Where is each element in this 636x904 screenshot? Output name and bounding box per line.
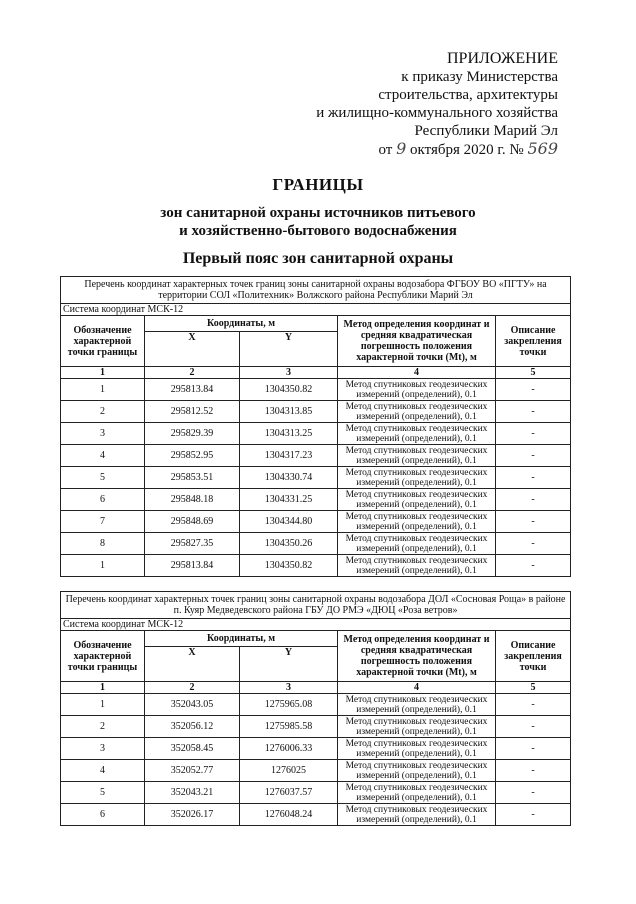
page-title: ГРАНИЦЫ <box>272 175 364 194</box>
x-cell: 295827.35 <box>145 533 240 555</box>
method-cell: Метод спутниковых геодезических измерений (определений), 0.1 <box>338 804 496 826</box>
column-number: 2 <box>145 367 240 379</box>
x-cell: 295829.39 <box>145 423 240 445</box>
fixing-cell: - <box>496 533 571 555</box>
appendix-line: к приказу Министерства <box>401 69 558 85</box>
coordinate-system: Система координат МСК-12 <box>61 619 571 631</box>
y-cell: 1276048.24 <box>240 804 338 826</box>
appendix-line: Республики Марий Эл <box>414 123 558 139</box>
date-rest: октября 2020 г. № <box>410 142 524 158</box>
header-coordinates: Координаты, м <box>145 631 338 647</box>
appendix-line: и жилищно-коммунального хозяйства <box>316 105 558 121</box>
table-row <box>61 804 571 826</box>
method-cell: Метод спутниковых геодезических измерений (определений), 0.1 <box>338 716 496 738</box>
method-cell: Метод спутниковых геодезических измерений (определений), 0.1 <box>338 489 496 511</box>
point-cell: 5 <box>61 782 145 804</box>
method-cell: Метод спутниковых геодезических измерений (определений), 0.1 <box>338 467 496 489</box>
point-cell: 6 <box>61 489 145 511</box>
x-cell: 295853.51 <box>145 467 240 489</box>
table-row <box>61 401 571 423</box>
x-cell: 295812.52 <box>145 401 240 423</box>
x-cell: 295848.69 <box>145 511 240 533</box>
method-cell: Метод спутниковых геодезических измерений (определений), 0.1 <box>338 379 496 401</box>
header-x: X <box>145 647 240 682</box>
page-subtitle <box>0 204 636 240</box>
y-cell: 1275965.08 <box>240 694 338 716</box>
appendix-block <box>316 50 558 159</box>
header-fixing: Описание закрепления точки <box>496 631 571 682</box>
fixing-cell: - <box>496 467 571 489</box>
table-row <box>61 489 571 511</box>
y-cell: 1276006.33 <box>240 738 338 760</box>
fixing-cell: - <box>496 804 571 826</box>
x-cell: 295848.18 <box>145 489 240 511</box>
column-number: 3 <box>240 367 338 379</box>
header-method: Метод определения координат и средняя квадратическая погрешность положения характерной точки (Mt), м <box>338 631 496 682</box>
x-cell: 295813.84 <box>145 555 240 577</box>
y-cell: 1304317.23 <box>240 445 338 467</box>
method-cell: Метод спутниковых геодезических измерений (определений), 0.1 <box>338 511 496 533</box>
point-cell: 2 <box>61 716 145 738</box>
table-caption: Перечень координат характерных точек границ зоны санитарной охраны водозабора ФГБОУ ВО «ПГТУ» на территории СОЛ «Политехник» Волжского района Республики Марий Эл <box>61 277 571 304</box>
date-prefix: от <box>378 142 393 158</box>
section-title: Первый пояс зон санитарной охраны <box>182 250 454 267</box>
coordinates-table-1 <box>60 276 571 577</box>
table-row <box>61 533 571 555</box>
method-cell: Метод спутниковых геодезических измерений (определений), 0.1 <box>338 533 496 555</box>
appendix-line: строительства, архитектуры <box>378 87 558 103</box>
y-cell: 1276037.57 <box>240 782 338 804</box>
table-row <box>61 716 571 738</box>
table-row <box>61 379 571 401</box>
header-point: Обозначение характерной точки границы <box>61 631 145 682</box>
fixing-cell: - <box>496 760 571 782</box>
column-number: 4 <box>338 682 496 694</box>
y-cell: 1304350.82 <box>240 555 338 577</box>
y-cell: 1304344.80 <box>240 511 338 533</box>
fixing-cell: - <box>496 489 571 511</box>
x-cell: 352052.77 <box>145 760 240 782</box>
table-row <box>61 694 571 716</box>
header-coordinates: Координаты, м <box>145 316 338 332</box>
point-cell: 6 <box>61 804 145 826</box>
y-cell: 1304331.25 <box>240 489 338 511</box>
y-cell: 1304330.74 <box>240 467 338 489</box>
fixing-cell: - <box>496 716 571 738</box>
point-cell: 1 <box>61 555 145 577</box>
y-cell: 1275985.58 <box>240 716 338 738</box>
column-number: 5 <box>496 682 571 694</box>
header-y: Y <box>240 332 338 367</box>
y-cell: 1304313.85 <box>240 401 338 423</box>
column-number: 1 <box>61 682 145 694</box>
method-cell: Метод спутниковых геодезических измерений (определений), 0.1 <box>338 738 496 760</box>
x-cell: 352058.45 <box>145 738 240 760</box>
coordinates-table-2 <box>60 591 571 826</box>
table-row <box>61 511 571 533</box>
point-cell: 1 <box>61 379 145 401</box>
column-number: 3 <box>240 682 338 694</box>
table-row <box>61 467 571 489</box>
fixing-cell: - <box>496 511 571 533</box>
x-cell: 352043.21 <box>145 782 240 804</box>
method-cell: Метод спутниковых геодезических измерений (определений), 0.1 <box>338 445 496 467</box>
method-cell: Метод спутниковых геодезических измерений (определений), 0.1 <box>338 555 496 577</box>
x-cell: 352026.17 <box>145 804 240 826</box>
point-cell: 1 <box>61 694 145 716</box>
table-row <box>61 445 571 467</box>
fixing-cell: - <box>496 555 571 577</box>
subtitle-line: и хозяйственно-бытового водоснабжения <box>179 223 457 239</box>
point-cell: 2 <box>61 401 145 423</box>
point-cell: 3 <box>61 738 145 760</box>
point-cell: 5 <box>61 467 145 489</box>
point-cell: 3 <box>61 423 145 445</box>
fixing-cell: - <box>496 694 571 716</box>
table-row <box>61 423 571 445</box>
table-row <box>61 760 571 782</box>
fixing-cell: - <box>496 738 571 760</box>
coordinate-system: Система координат МСК-12 <box>61 304 571 316</box>
fixing-cell: - <box>496 401 571 423</box>
method-cell: Метод спутниковых геодезических измерений (определений), 0.1 <box>338 782 496 804</box>
fixing-cell: - <box>496 379 571 401</box>
fixing-cell: - <box>496 423 571 445</box>
date-day-handwritten: 9 <box>396 139 407 158</box>
x-cell: 295813.84 <box>145 379 240 401</box>
appendix-date <box>316 140 558 159</box>
point-cell: 4 <box>61 760 145 782</box>
fixing-cell: - <box>496 445 571 467</box>
x-cell: 352056.12 <box>145 716 240 738</box>
column-number: 2 <box>145 682 240 694</box>
order-number-handwritten: 569 <box>527 139 558 158</box>
y-cell: 1276025 <box>240 760 338 782</box>
appendix-heading: ПРИЛОЖЕНИЕ <box>446 50 558 67</box>
method-cell: Метод спутниковых геодезических измерений (определений), 0.1 <box>338 760 496 782</box>
header-y: Y <box>240 647 338 682</box>
y-cell: 1304350.26 <box>240 533 338 555</box>
column-number: 5 <box>496 367 571 379</box>
table-row <box>61 555 571 577</box>
x-cell: 352043.05 <box>145 694 240 716</box>
x-cell: 295852.95 <box>145 445 240 467</box>
point-cell: 7 <box>61 511 145 533</box>
method-cell: Метод спутниковых геодезических измерений (определений), 0.1 <box>338 401 496 423</box>
header-fixing: Описание закрепления точки <box>496 316 571 367</box>
column-number: 4 <box>338 367 496 379</box>
method-cell: Метод спутниковых геодезических измерений (определений), 0.1 <box>338 423 496 445</box>
y-cell: 1304350.82 <box>240 379 338 401</box>
table-row <box>61 782 571 804</box>
column-number: 1 <box>61 367 145 379</box>
table-row <box>61 738 571 760</box>
point-cell: 8 <box>61 533 145 555</box>
header-x: X <box>145 332 240 367</box>
fixing-cell: - <box>496 782 571 804</box>
point-cell: 4 <box>61 445 145 467</box>
subtitle-line: зон санитарной охраны источников питьевого <box>160 205 476 221</box>
method-cell: Метод спутниковых геодезических измерений (определений), 0.1 <box>338 694 496 716</box>
header-point: Обозначение характерной точки границы <box>61 316 145 367</box>
table-caption: Перечень координат характерных точек границ зоны санитарной охраны водозабора ДОЛ «Сосновая Роща» в районе п. Куяр Медведевского района ГБУ ДО РМЭ «ДЮЦ «Роза ветров» <box>61 592 571 619</box>
y-cell: 1304313.25 <box>240 423 338 445</box>
header-method: Метод определения координат и средняя квадратическая погрешность положения характерной точки (Mt), м <box>338 316 496 367</box>
